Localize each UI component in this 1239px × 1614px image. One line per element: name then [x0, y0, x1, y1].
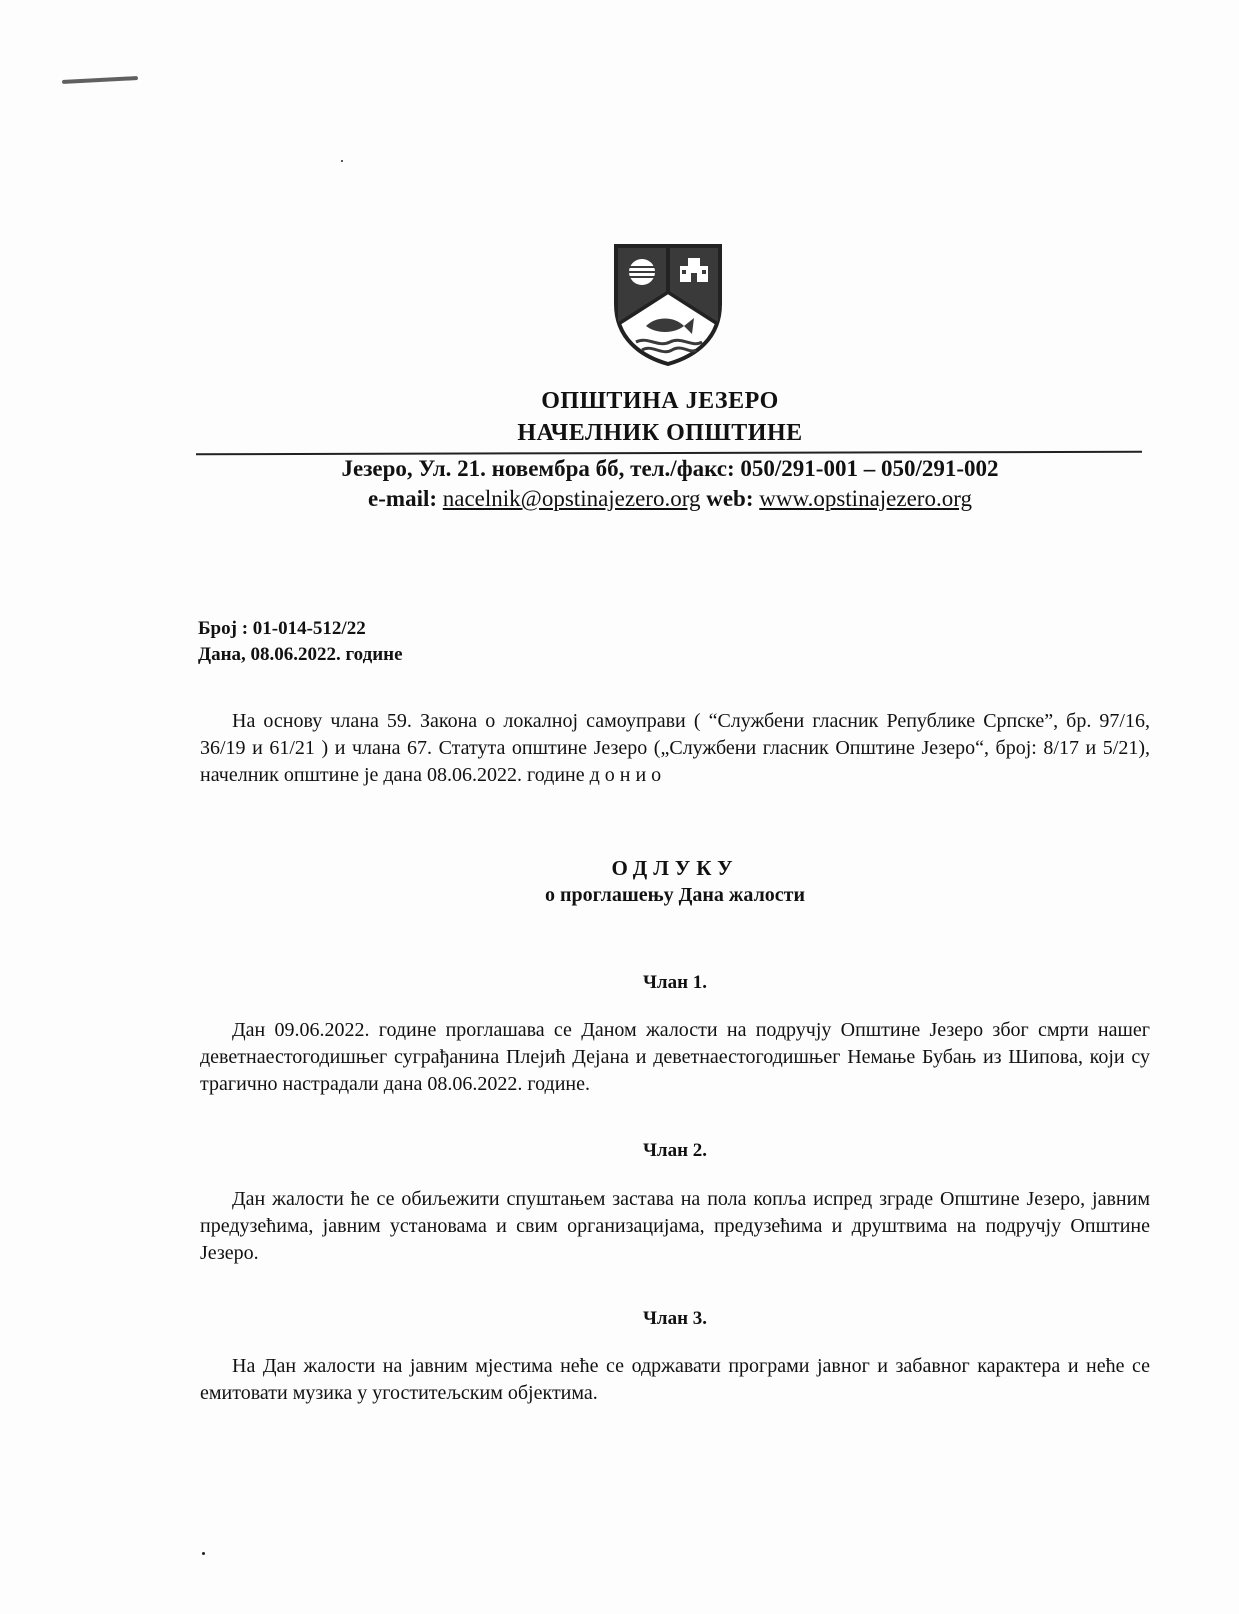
article-2-text: Дан жалости ће се обиљежити спуштањем застава на пола копља испред зграде Општине Језеро, јавним предузећима, јавним установама и свим организацијама, предузећима и друштвима на подручју Општине Језеро. — [200, 1188, 1150, 1264]
scan-mark — [62, 76, 138, 84]
header-contact — [200, 486, 1140, 512]
scan-speck — [202, 1552, 205, 1555]
article-3-text: На Дан жалости на јавним мјестима неће се одржавати програми јавног и забавног карактера и неће се емитовати музика у угоститељским објектима. — [200, 1355, 1150, 1404]
header-divider — [196, 451, 1142, 455]
decision-title: ОДЛУКУ — [611, 856, 739, 880]
article-1-heading: Члан 1. — [642, 972, 708, 993]
scan-speck — [341, 160, 343, 162]
document-number: Број : 01-014-512/22 — [198, 618, 366, 639]
header-title-mayor: НАЧЕЛНИК ОПШТИНЕ — [517, 420, 803, 446]
web-link[interactable]: www.opstinajezero.org — [759, 486, 972, 511]
document-date: Дана, 08.06.2022. године — [198, 644, 403, 665]
intro-paragraph: На основу члана 59. Закона о локалној самоуправи ( “Службени гласник Републике Српске”, бр. 97/16, 36/19 и 61/21 ) и члана 67. Статута општине Језеро („Службени гласник Општине Језеро“, број: 8/17 и 5/21), начелник општине је дана 08.06.2022. године д о н и о — [200, 710, 1150, 786]
coat-of-arms-icon — [612, 242, 724, 368]
header-title-municipality: ОПШТИНА ЈЕЗЕРО — [541, 388, 779, 414]
decision-subtitle: о проглашењу Дана жалости — [544, 884, 806, 906]
web-label: web: — [706, 486, 754, 511]
email-label: e-mail: — [368, 486, 438, 511]
article-1-text: Дан 09.06.2022. године проглашава се Даном жалости на подручју Општине Језеро због смрти нашег деветнаестогодишњег суграђанина Плејић Дејана и деветнаестогодишњег Немање Бубањ из Шипова, који су трагично настрадали дана 08.06.2022. године. — [200, 1019, 1150, 1095]
article-3-heading: Члан 3. — [642, 1308, 708, 1329]
email-link[interactable]: nacelnik@opstinajezero.org — [442, 486, 701, 511]
article-2-heading: Члан 2. — [642, 1140, 708, 1161]
header-address: Језеро, Ул. 21. новембра бб, тел./факс: 050/291-001 – 050/291-002 — [341, 456, 999, 481]
